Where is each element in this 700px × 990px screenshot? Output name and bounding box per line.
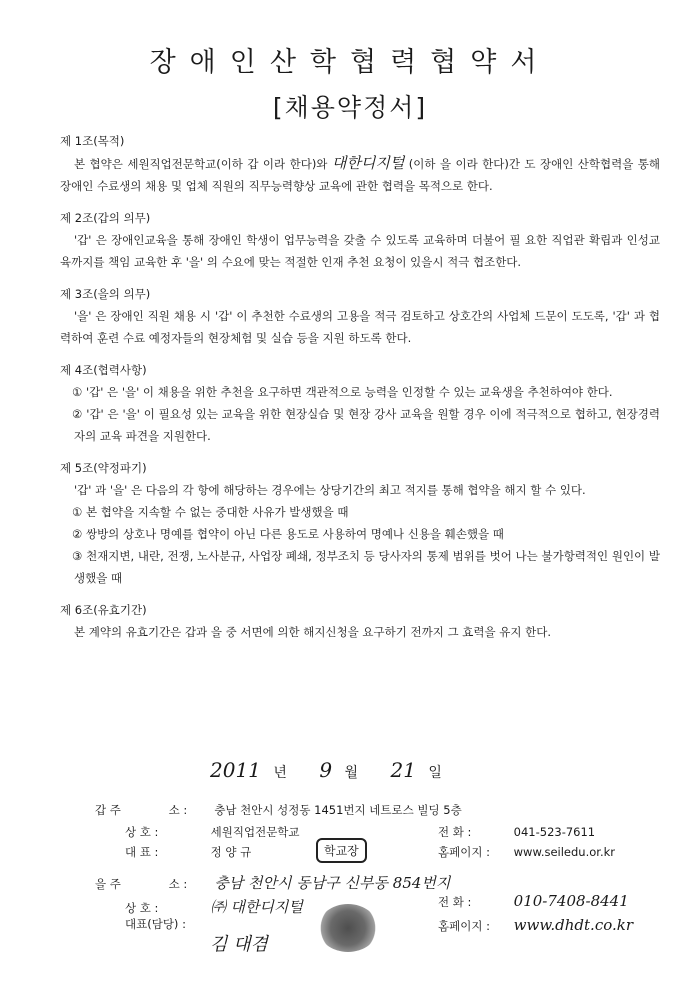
party-a-address-label: 소 : [168, 803, 188, 817]
handwritten-company-name: 대한디지털 [331, 154, 405, 172]
party-b-rep-label: 대표(담당) : [125, 917, 186, 931]
signing-date [210, 758, 442, 782]
party-b-rep: 김 대겸 [210, 934, 268, 955]
party-b-name-row [125, 896, 303, 917]
party-a-label: 갑 주 [95, 803, 121, 817]
party-b-name-label: 상 호 : [125, 901, 159, 915]
article-4-item-1: ① '갑' 은 '을' 이 채용을 위한 추천을 요구하면 객관적으로 능력을 인정할 수 있는 교육생을 추천하여야 한다. [72, 385, 613, 399]
party-a-rep: 정 양 규 [210, 845, 252, 859]
party-a-address-row [95, 802, 462, 818]
article-1-text-after: (이하 을 이라 한다)간 도 장애인 산학협력을 통해 장애인 수료생의 채용 및 업체 직원의 직무능력향상 교육에 관한 협력을 목적으로 한다. [60, 157, 660, 193]
article-1-text [60, 152, 660, 197]
party-a-address: 충남 천안시 성정동 1451번지 네트로스 빌딩 5층 [214, 803, 462, 817]
article-5-item-3: ③ 천재지변, 내란, 전쟁, 노사분규, 사업장 폐쇄, 정부조치 등 당사자의 통제 범위를 벗어 나는 불가항력적인 원인이 발생했을 때 [72, 549, 660, 585]
date-month: 9 [319, 758, 333, 782]
party-b-rep-row [125, 916, 207, 932]
party-a-phone-label: 전 화 : [438, 825, 472, 839]
article-5-heading: 제 5조(약정파기) [60, 461, 147, 475]
date-year-unit: 년 [273, 765, 287, 781]
party-a-rep-label: 대 표 : [125, 845, 159, 859]
date-day-unit: 일 [428, 765, 442, 781]
party-b-address-label: 소 : [168, 877, 188, 891]
party-a-name-row [125, 824, 300, 840]
party-a-homepage-row [438, 844, 615, 860]
party-b-address-row [95, 872, 450, 893]
article-6-text: 본 계약의 유효기간은 갑과 을 중 서면에 의한 해지신청을 요구하기 전까지 그 효력을 유지 한다. [74, 625, 551, 639]
party-a-name: 세원직업전문학교 [210, 825, 300, 839]
party-b-name: ㈜ 대한디지털 [210, 898, 303, 916]
party-a-rep-row [125, 844, 251, 860]
article-3-heading: 제 3조(을의 의무) [60, 287, 151, 301]
party-b-label: 을 주 [95, 877, 121, 891]
party-b-homepage-row [438, 916, 633, 934]
date-month-unit: 월 [344, 765, 359, 781]
party-a-homepage: www.seiledu.or.kr [513, 845, 615, 859]
article-1-text-before: 본 협약은 세원직업전문학교(이하 갑 이라 한다)와 [74, 157, 328, 171]
party-b-phone-row [438, 892, 629, 910]
party-b-rep-signature [210, 930, 268, 956]
party-b-seal-stamp [318, 904, 378, 952]
party-a-phone: 041-523-7611 [513, 825, 596, 839]
article-3-text: '을' 은 장애인 직원 채용 시 '갑' 이 추천한 수료생의 고용을 적극 검토하고 상호간의 사업체 드문이 도도록, '갑' 과 협력하여 훈련 수료 예정자들의 현장체험 및 실습 등을 지원 하도록 한다. [60, 309, 660, 345]
article-2-text: '갑' 은 장애인교육을 통해 장애인 학생이 업무능력을 갖출 수 있도록 교육하며 더불어 필 요한 직업관 확립과 인성교육까지를 책임 교육한 후 '을' 의 수요에 맞는 적절한 인재 추천 요청이 있을시 적극 협조한다. [60, 233, 660, 269]
article-4-item-2: ② '갑' 은 '을' 이 필요성 있는 교육을 위한 현장실습 및 현장 강사 교육을 원할 경우 이에 적극적으로 협하고, 현장경력자의 교육 파견을 지원한다. [72, 407, 660, 443]
document-body [60, 130, 660, 643]
document-subtitle: [채용약정서] [272, 93, 428, 122]
party-b-phone: 010-7408-8441 [513, 892, 629, 910]
article-6-heading: 제 6조(유효기간) [60, 603, 147, 617]
party-b-homepage: www.dhdt.co.kr [513, 916, 634, 934]
document-title: 장애인산학협력협약서 [149, 47, 551, 78]
party-a-homepage-label: 홈페이지 : [438, 845, 490, 859]
party-a-name-label: 상 호 : [125, 825, 159, 839]
article-5-text: '갑' 과 '을' 은 다음의 각 항에 해당하는 경우에는 상당기간의 최고 적지를 통해 협약을 해지 할 수 있다. [74, 483, 586, 497]
party-b-address: 충남 천안시 동남구 신부동 854번지 [214, 874, 451, 892]
article-1-heading: 제 1조(목적) [60, 134, 125, 148]
party-b-homepage-label: 홈페이지 : [438, 919, 490, 933]
date-day: 21 [390, 758, 416, 782]
party-b-phone-label: 전 화 : [438, 895, 472, 909]
party-a-phone-row [438, 824, 595, 840]
article-5-item-1: ① 본 협약을 지속할 수 없는 중대한 사유가 발생했을 때 [72, 505, 349, 519]
party-a-seal-stamp: 학교장 [316, 838, 367, 863]
article-2-heading: 제 2조(갑의 의무) [60, 211, 151, 225]
article-4-heading: 제 4조(협력사항) [60, 363, 147, 377]
article-5-item-2: ② 쌍방의 상호나 명예를 협약이 아닌 다른 용도로 사용하여 명예나 신용을 훼손했을 때 [72, 527, 504, 541]
date-year: 2011 [210, 758, 261, 782]
